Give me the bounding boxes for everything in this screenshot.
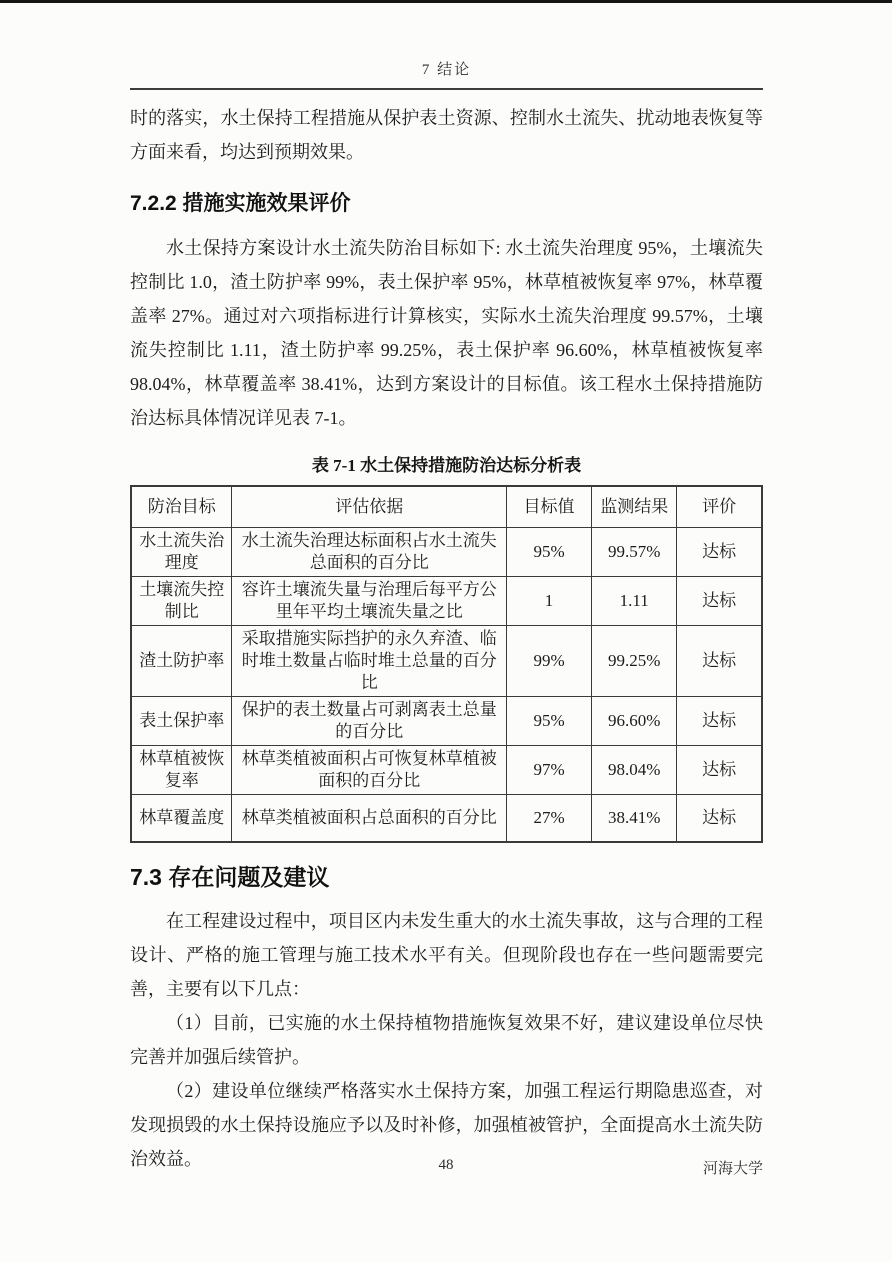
- page-footer: [0, 1157, 892, 1181]
- header-rule: [130, 88, 763, 90]
- cell-evaluation: 达标: [677, 528, 762, 577]
- col-header-target: 目标值: [506, 486, 591, 528]
- col-header-goal: 防治目标: [131, 486, 232, 528]
- cell-target: 1: [506, 577, 591, 626]
- table-row: [131, 626, 762, 697]
- table-row: [131, 528, 762, 577]
- paragraph-722: 水土保持方案设计水土流失防治目标如下: 水土流失治理度 95%，土壤流失控制比 1.0，渣土防护率 99%，表土保护率 95%，林草植被恢复率 97%，林草覆盖率 27%。通过对六项指标进行计算核实，实际水土流失治理度 99.57%，土壤流失控制比 1.11，渣土防护率 99.25%，表土保护率 96.60%，林草植被恢复率 98.04%，林草覆盖率 38.41%，达到方案设计的目标值。该工程水土保持措施防治达标具体情况详见表 7-1。: [130, 238, 763, 428]
- table-caption: 表 7-1 水土保持措施防治达标分析表: [311, 456, 582, 475]
- cell-evaluation: 达标: [677, 577, 762, 626]
- paragraph-intro: 时的落实，水土保持工程措施从保护表土资源、控制水土流失、扰动地表恢复等方面来看，均达到预期效果。: [130, 108, 763, 162]
- cell-target: 95%: [506, 697, 591, 746]
- paragraph-73-item2: （2）建设单位继续严格落实水土保持方案，加强工程运行期隐患巡查，对发现损毁的水土保持设施应予以及时补修，加强植被管护，全面提高水土流失防治效益。: [130, 1081, 763, 1169]
- table-row: [131, 746, 762, 795]
- cell-target: 97%: [506, 746, 591, 795]
- footer-page-number: 48: [438, 1157, 454, 1173]
- paragraph-73-item1: （1）目前，已实施的水土保持植物措施恢复效果不好，建议建设单位尽快完善并加强后续管护。: [130, 1013, 763, 1067]
- cell-target: 99%: [506, 626, 591, 697]
- cell-goal: 表土保护率: [131, 697, 232, 746]
- col-header-monitor: 监测结果: [592, 486, 677, 528]
- cell-monitor: 38.41%: [592, 795, 677, 843]
- cell-goal: 渣土防护率: [131, 626, 232, 697]
- footer-institution: 河海大学: [702, 1161, 763, 1177]
- cell-basis: 水土流失治理达标面积占水土流失总面积的百分比: [232, 528, 507, 577]
- cell-basis: 林草类植被面积占可恢复林草植被面积的百分比: [232, 746, 507, 795]
- cell-basis: 保护的表土数量占可剥离表土总量的百分比: [232, 697, 507, 746]
- cell-monitor: 98.04%: [592, 746, 677, 795]
- col-header-basis: 评估依据: [232, 486, 507, 528]
- cell-monitor: 96.60%: [592, 697, 677, 746]
- cell-target: 27%: [506, 795, 591, 843]
- cell-basis: 采取措施实际挡护的永久弃渣、临时堆土数量占临时堆土总量的百分比: [232, 626, 507, 697]
- table-header-row: [131, 486, 762, 528]
- cell-monitor: 99.57%: [592, 528, 677, 577]
- cell-evaluation: 达标: [677, 626, 762, 697]
- running-header-title: 7 结论: [421, 62, 472, 78]
- cell-goal: 土壤流失控制比: [131, 577, 232, 626]
- cell-monitor: 99.25%: [592, 626, 677, 697]
- col-header-evaluation: 评价: [677, 486, 762, 528]
- table-row: [131, 795, 762, 843]
- cell-goal: 林草覆盖度: [131, 795, 232, 843]
- cell-evaluation: 达标: [677, 697, 762, 746]
- cell-evaluation: 达标: [677, 746, 762, 795]
- results-table: [130, 485, 763, 843]
- section-heading-722: 7.2.2 措施实施效果评价: [130, 192, 351, 215]
- table-row: [131, 697, 762, 746]
- paragraph-73: 在工程建设过程中，项目区内未发生重大的水土流失事故，这与合理的工程设计、严格的施工管理与施工技术水平有关。但现阶段也存在一些问题需要完善，主要有以下几点：: [130, 911, 763, 999]
- cell-basis: 容许土壤流失量与治理后每平方公里年平均土壤流失量之比: [232, 577, 507, 626]
- section-heading-73: 7.3 存在问题及建议: [130, 864, 330, 890]
- cell-monitor: 1.11: [592, 577, 677, 626]
- table-row: [131, 577, 762, 626]
- cell-basis: 林草类植被面积占总面积的百分比: [232, 795, 507, 843]
- cell-goal: 水土流失治理度: [131, 528, 232, 577]
- page-content: [130, 0, 763, 1176]
- cell-goal: 林草植被恢复率: [131, 746, 232, 795]
- cell-evaluation: 达标: [677, 795, 762, 843]
- cell-target: 95%: [506, 528, 591, 577]
